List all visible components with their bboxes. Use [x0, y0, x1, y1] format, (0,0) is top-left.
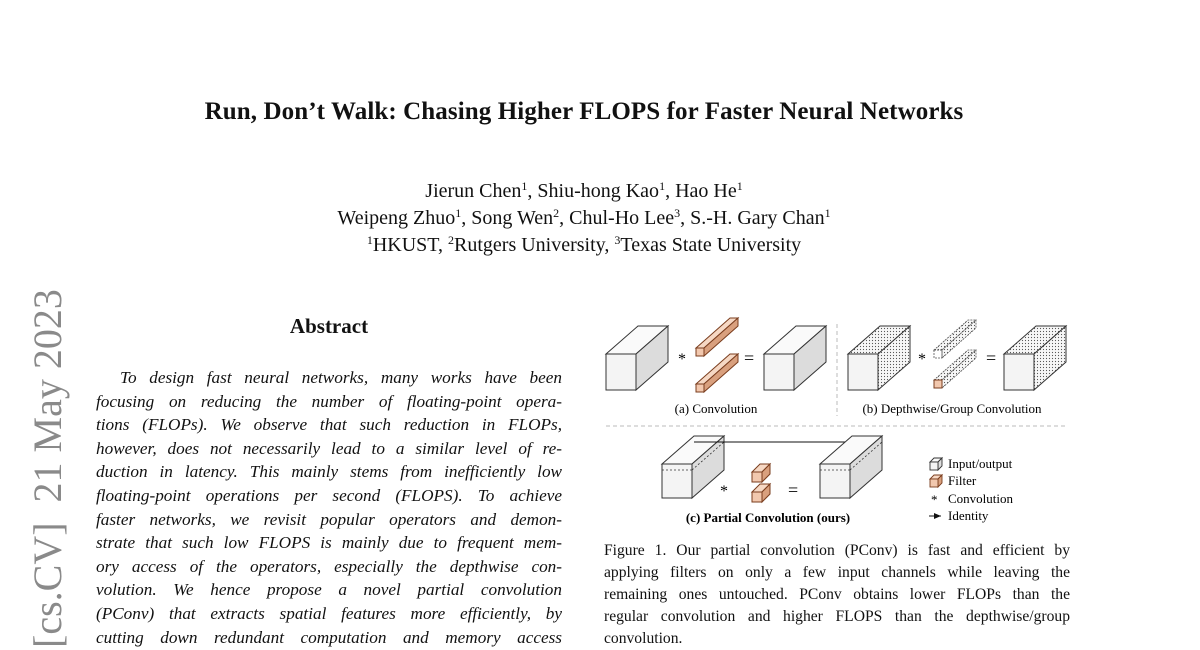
equals-operator: = — [986, 348, 997, 368]
legend-identity: Identity — [948, 508, 989, 523]
caption-line: remaining ones untouched. PConv obtains lower FLOPs than the — [604, 586, 1070, 603]
authors-line-1 — [0, 178, 1168, 205]
separator: , — [559, 207, 570, 229]
pconv-input-cube — [662, 436, 724, 498]
cube-filter-icon — [930, 475, 942, 487]
abstract-line: faster networks, we revisit popular operators and demon- — [96, 509, 562, 529]
abstract-line: tions (FLOPs). We observe that such reduction in FLOPs, — [96, 415, 562, 435]
abstract-line: volution. We hence propose a novel partial convolution — [96, 580, 562, 600]
input-feature-cube — [606, 326, 668, 390]
abstract-line: however, does not necessarily lead to a similar level of re- — [96, 438, 562, 458]
caption-line: Figure 1. Our partial convolution (PConv) is fast and efficient by — [604, 542, 1070, 559]
author-name: Chul-Ho Lee — [569, 207, 675, 229]
affiliation-name: Texas State University — [620, 234, 802, 256]
multiply-operator: * — [678, 351, 686, 368]
panel-b-label: (b) Depthwise/Group Convolution — [862, 401, 1042, 416]
panel-b-depthwise — [848, 320, 1066, 416]
separator: , — [438, 234, 449, 256]
affiliation-name: Rutgers University — [454, 234, 605, 256]
abstract-line: (PConv) that extracts spatial features more efficiently, by — [96, 603, 562, 623]
author-name: Shiu-hong Kao — [537, 180, 660, 202]
group-filter-bars — [934, 320, 976, 388]
affiliation-marker: 3 — [674, 206, 681, 220]
multiply-operator: * — [918, 351, 926, 368]
filter-bars — [696, 318, 738, 392]
affiliation-marker: 1 — [824, 206, 831, 220]
affiliation-marker: 1 — [736, 179, 743, 193]
affiliation-number: 1 — [366, 233, 373, 247]
figure-1-diagram — [604, 312, 1070, 532]
paper-title: Run, Don’t Walk: Chasing Higher FLOPS for Faster Neural Networks — [204, 98, 964, 125]
figure-caption — [604, 540, 1070, 650]
authors-line-2 — [0, 205, 1168, 232]
legend-filter: Filter — [948, 473, 977, 488]
abstract-line: focusing on reducing the number of floating-point opera- — [96, 391, 562, 411]
figure-legend — [929, 456, 1014, 523]
separator: , — [665, 180, 676, 202]
abstract-line: cutting down redundant computation and memory access — [96, 627, 562, 647]
abstract-line: strate that such low FLOPS is mainly due to frequent mem- — [96, 533, 562, 553]
abstract-heading: Abstract — [289, 314, 369, 338]
output-feature-cube — [764, 326, 826, 390]
affiliation-marker: 1 — [659, 179, 666, 193]
affiliation-number: 2 — [448, 233, 455, 247]
separator: , — [604, 234, 615, 256]
asterisk-icon: * — [931, 492, 938, 507]
pconv-output-cube — [820, 436, 882, 498]
cube-outline-icon — [930, 458, 942, 470]
affiliation-marker: 1 — [521, 179, 528, 193]
equals-operator: = — [744, 348, 755, 368]
author-block — [0, 178, 1168, 259]
abstract-body — [96, 366, 562, 649]
author-name: Hao He — [675, 180, 737, 202]
affiliation-name: HKUST — [372, 234, 439, 256]
panel-a-convolution — [606, 318, 826, 416]
abstract-line: duction in latency. This mainly stems from inefficiently low — [96, 462, 562, 482]
abstract-line: floating-point operations per second (FLOPS). To achieve — [96, 485, 562, 505]
caption-line: convolution. — [604, 630, 683, 647]
multiply-operator: * — [720, 483, 728, 500]
input-feature-cube-dotted — [848, 326, 910, 390]
separator: , — [680, 207, 691, 229]
caption-line: regular convolution and higher FLOPS than the depthwise/group — [604, 608, 1070, 625]
panel-c-partial — [662, 436, 882, 525]
equals-operator: = — [788, 480, 799, 500]
affiliation-marker: 1 — [455, 206, 462, 220]
legend-convolution: Convolution — [948, 491, 1014, 506]
author-name: S.-H. Gary Chan — [690, 207, 825, 229]
separator: , — [527, 180, 538, 202]
author-name: Weipeng Zhuo — [337, 207, 456, 229]
abstract-line: ory access of the operators, especially the depthwise con- — [96, 556, 562, 576]
caption-line: applying filters on only a few input channels while leaving the — [604, 564, 1070, 581]
author-name: Jierun Chen — [425, 180, 522, 202]
separator: , — [461, 207, 472, 229]
affiliation-number: 3 — [614, 233, 621, 247]
author-name: Song Wen — [471, 207, 554, 229]
affiliation-marker: 2 — [553, 206, 560, 220]
abstract-line: To design fast neural networks, many works have been — [120, 368, 562, 387]
output-feature-cube-dotted — [1004, 326, 1066, 390]
legend-input-output: Input/output — [948, 456, 1013, 471]
panel-c-label: (c) Partial Convolution (ours) — [685, 510, 851, 525]
figure-1 — [604, 312, 1070, 532]
arxiv-stamp: [cs.CV] 21 May 2023 — [25, 289, 70, 648]
panel-a-label: (a) Convolution — [674, 401, 758, 416]
pconv-filter-cubes — [752, 464, 770, 502]
affiliations-line — [0, 232, 1168, 259]
